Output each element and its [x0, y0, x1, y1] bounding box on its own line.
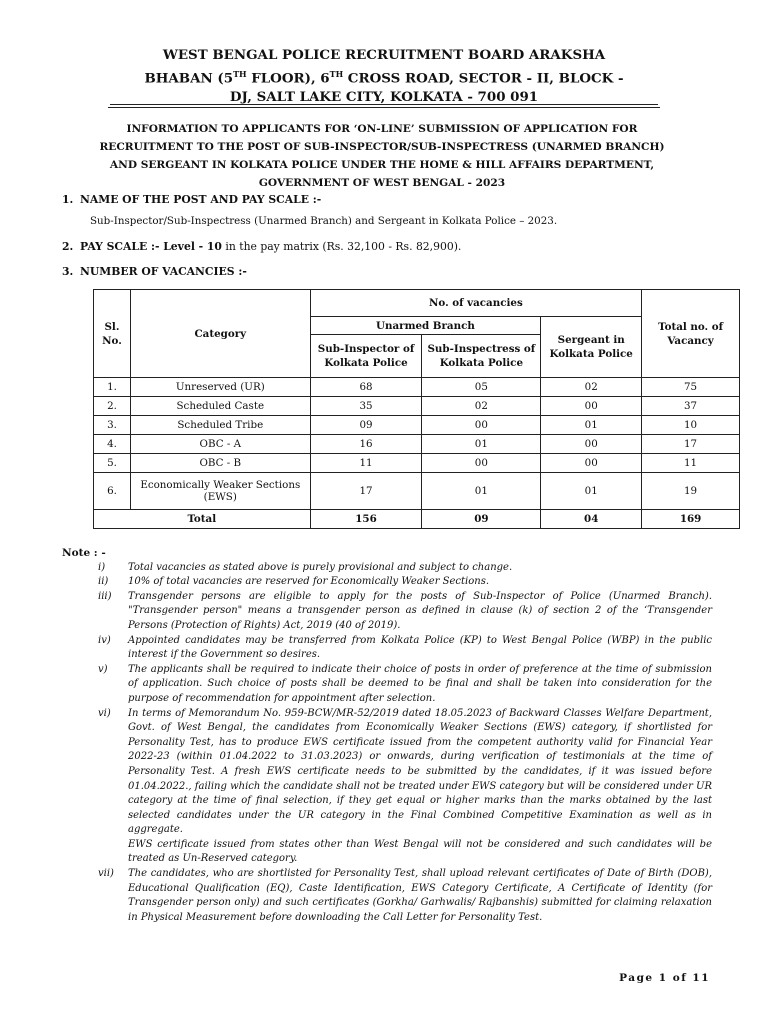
- info-line: INFORMATION TO APPLICANTS FOR ‘ON-LINE’ SUBMISSION OF APPLICATION FOR: [126, 123, 638, 135]
- vacancy-table: [93, 289, 740, 529]
- divider: [110, 104, 658, 105]
- note-item: [98, 867, 712, 925]
- cell-total: 17: [642, 435, 740, 454]
- cell-sergeant: 00: [541, 397, 642, 416]
- note-label: i): [98, 561, 106, 573]
- cell-sl-no: 2.: [94, 397, 131, 416]
- table-row: [94, 378, 740, 397]
- section-number: 1.: [62, 193, 74, 206]
- cell-category: OBC - B: [130, 454, 310, 473]
- note-label: vi): [98, 707, 111, 719]
- note-text: The applicants shall be required to indicate their choice of posts in order of preference at the time of submission of application. Such choice of posts shall be deemed to be final and shall be taken into consideration for the purpose of recommendation for appointment after selection.: [128, 663, 712, 704]
- cell-total: 37: [642, 397, 740, 416]
- cell-sl-no: 6.: [94, 473, 131, 510]
- note-item: [98, 590, 712, 634]
- header-text: BHABAN (5: [144, 70, 234, 87]
- table-row: [94, 435, 740, 454]
- note-item: [98, 663, 712, 707]
- cell-sub-inspector: 68: [310, 378, 422, 397]
- header-category: Category: [130, 290, 310, 378]
- note-text: Appointed candidates may be transferred from Kolkata Police (KP) to West Bengal Police (WBP) in the public interest if the Government so desires.: [128, 634, 712, 661]
- header-line-3: DJ, SALT LAKE CITY, KOLKATA - 700 091: [229, 89, 539, 106]
- header-sl-no: Sl. No.: [94, 290, 131, 378]
- board-header: [0, 46, 768, 107]
- section-1-body: Sub-Inspector/Sub-Inspectress (Unarmed Branch) and Sergeant in Kolkata Police – 2023.: [90, 215, 558, 227]
- cell-sergeant: 00: [541, 454, 642, 473]
- total-all: 169: [642, 510, 740, 529]
- cell-sl-no: 3.: [94, 416, 131, 435]
- total-sergeant: 04: [541, 510, 642, 529]
- cell-sl-no: 5.: [94, 454, 131, 473]
- cell-sub-inspector: 11: [310, 454, 422, 473]
- section-number: 3.: [62, 265, 74, 278]
- note-vi-extra: EWS certificate issued from states other than West Bengal will not be considered and such candidates will be treated as Un-Reserved category.: [128, 838, 712, 865]
- note-text: 10% of total vacancies are reserved for Economically Weaker Sections.: [128, 576, 490, 588]
- cell-total: 10: [642, 416, 740, 435]
- cell-category: Scheduled Caste: [130, 397, 310, 416]
- section-title: NUMBER OF VACANCIES :-: [80, 265, 247, 278]
- section-1-heading: [62, 193, 321, 206]
- note-label: iii): [98, 590, 112, 602]
- info-line: AND SERGEANT IN KOLKATA POLICE UNDER THE HOME & HILL AFFAIRS DEPARTMENT,: [109, 159, 655, 171]
- total-sis: 09: [422, 510, 541, 529]
- cell-sub-inspectress: 01: [422, 435, 541, 454]
- cell-sub-inspectress: 00: [422, 416, 541, 435]
- header-line-1: WEST BENGAL POLICE RECRUITMENT BOARD ARAKSHA: [162, 47, 606, 63]
- info-line: GOVERNMENT OF WEST BENGAL - 2023: [258, 177, 506, 189]
- cell-sub-inspectress: 01: [422, 473, 541, 510]
- section-2-heading: [62, 240, 461, 253]
- cell-total: 19: [642, 473, 740, 510]
- section-title: NAME OF THE POST AND PAY SCALE :-: [80, 193, 322, 206]
- section-number: 2.: [62, 240, 74, 253]
- cell-sub-inspector: 09: [310, 416, 422, 435]
- cell-sub-inspectress: 00: [422, 454, 541, 473]
- note-text: Total vacancies as stated above is purely provisional and subject to change.: [128, 561, 513, 573]
- info-line: RECRUITMENT TO THE POST OF SUB-INSPECTOR/SUB-INSPECTRESS (UNARMED BRANCH): [99, 141, 665, 153]
- cell-sergeant: 00: [541, 435, 642, 454]
- table-row: [94, 397, 740, 416]
- note-item: [98, 575, 712, 590]
- info-title: [62, 120, 702, 192]
- header-total: Total no. of Vacancy: [642, 290, 740, 378]
- table-row: [94, 454, 740, 473]
- note-item: [98, 634, 712, 663]
- header-text: CROSS ROAD, SECTOR - II, BLOCK -: [343, 70, 624, 87]
- header-text: FLOOR), 6: [246, 70, 330, 87]
- cell-category: OBC - A: [130, 435, 310, 454]
- notes-title: Note : -: [62, 547, 106, 559]
- total-row: [94, 510, 740, 529]
- divider: [108, 107, 660, 108]
- note-label: ii): [98, 576, 109, 588]
- cell-sergeant: 02: [541, 378, 642, 397]
- cell-sub-inspectress: 02: [422, 397, 541, 416]
- page-number: Page 1 of 11: [619, 972, 710, 984]
- note-item: [98, 561, 712, 576]
- total-si: 156: [310, 510, 422, 529]
- cell-total: 11: [642, 454, 740, 473]
- header-line-2: [0, 65, 768, 88]
- cell-sergeant: 01: [541, 473, 642, 510]
- cell-sub-inspectress: 05: [422, 378, 541, 397]
- section-title: PAY SCALE :- Level - 10: [80, 240, 222, 253]
- cell-category: Scheduled Tribe: [130, 416, 310, 435]
- note-label: iv): [98, 634, 111, 646]
- table-row: [94, 416, 740, 435]
- note-item: [98, 707, 712, 838]
- note-text: The candidates, who are shortlisted for Personality Test, shall upload relevant certificates of Date of Birth (DOB), Educational Qualification (EQ), Caste Identification, EWS Category Certificate, A Certificate of Identity (for Transgender person only) and such certificates (Gorkha/ Garhwalis/ Rajbanshis) submitted for claiming relaxation in Physical Measurement before downloading the Call Letter for Personality Test.: [128, 868, 712, 923]
- section-body: in the pay matrix (Rs. 32,100 - Rs. 82,900).: [221, 240, 462, 253]
- note-text: In terms of Memorandum No. 959-BCW/MR-52/2019 dated 18.05.2023 of Backward Classes Welfare Department, Govt. of West Bengal, the candidates from Economically Weaker Sections (EWS) category, if shortlisted for Personality Test, has to produce EWS certificate issued from the competent authority valid for Financial Year 2022-23 (within 01.04.2022 to 31.03.2023) or onwards, during verification of testimonials at the time of Personality Test. A fresh EWS certificate needs to be submitted by the candidates, if it was issued before 01.04.2022., failing which the candidate shall not be treated under EWS category but will be considered under UR category at the time of final selection, if they get equal or higher marks than the marks obtained by the last selected candidates under the UR category in the Final Combined Competitive Examination as well as in aggregate.: [128, 707, 712, 836]
- cell-category: Economically Weaker Sections (EWS): [130, 473, 310, 510]
- header-sub-inspectress: Sub-Inspectress of Kolkata Police: [422, 335, 541, 378]
- note-label: vii): [98, 868, 114, 880]
- total-label: Total: [94, 510, 311, 529]
- header-sup: TH: [233, 69, 247, 79]
- cell-sub-inspector: 17: [310, 473, 422, 510]
- header-sup: TH: [329, 69, 344, 79]
- note-text: Transgender persons are eligible to apply for the posts of Sub-Inspector of Police (Unarmed Branch). "Transgender person" means a transgender person as defined in clause (k) of section 2 of the ‘Transgender Persons (Protection of Rights) Act, 2019 (40 of 2019).: [128, 590, 712, 631]
- header-vacancies: No. of vacancies: [310, 290, 642, 317]
- table-row: [94, 473, 740, 510]
- notes-section: [62, 546, 712, 925]
- header-sub-inspector: Sub-Inspector of Kolkata Police: [310, 335, 422, 378]
- header-sergeant: Sergeant in Kolkata Police: [541, 317, 642, 378]
- cell-total: 75: [642, 378, 740, 397]
- cell-category: Unreserved (UR): [130, 378, 310, 397]
- cell-sl-no: 4.: [94, 435, 131, 454]
- cell-sub-inspector: 16: [310, 435, 422, 454]
- note-label: v): [98, 663, 108, 675]
- section-3-heading: [62, 265, 247, 278]
- cell-sl-no: 1.: [94, 378, 131, 397]
- header-unarmed-branch: Unarmed Branch: [310, 317, 541, 335]
- cell-sub-inspector: 35: [310, 397, 422, 416]
- cell-sergeant: 01: [541, 416, 642, 435]
